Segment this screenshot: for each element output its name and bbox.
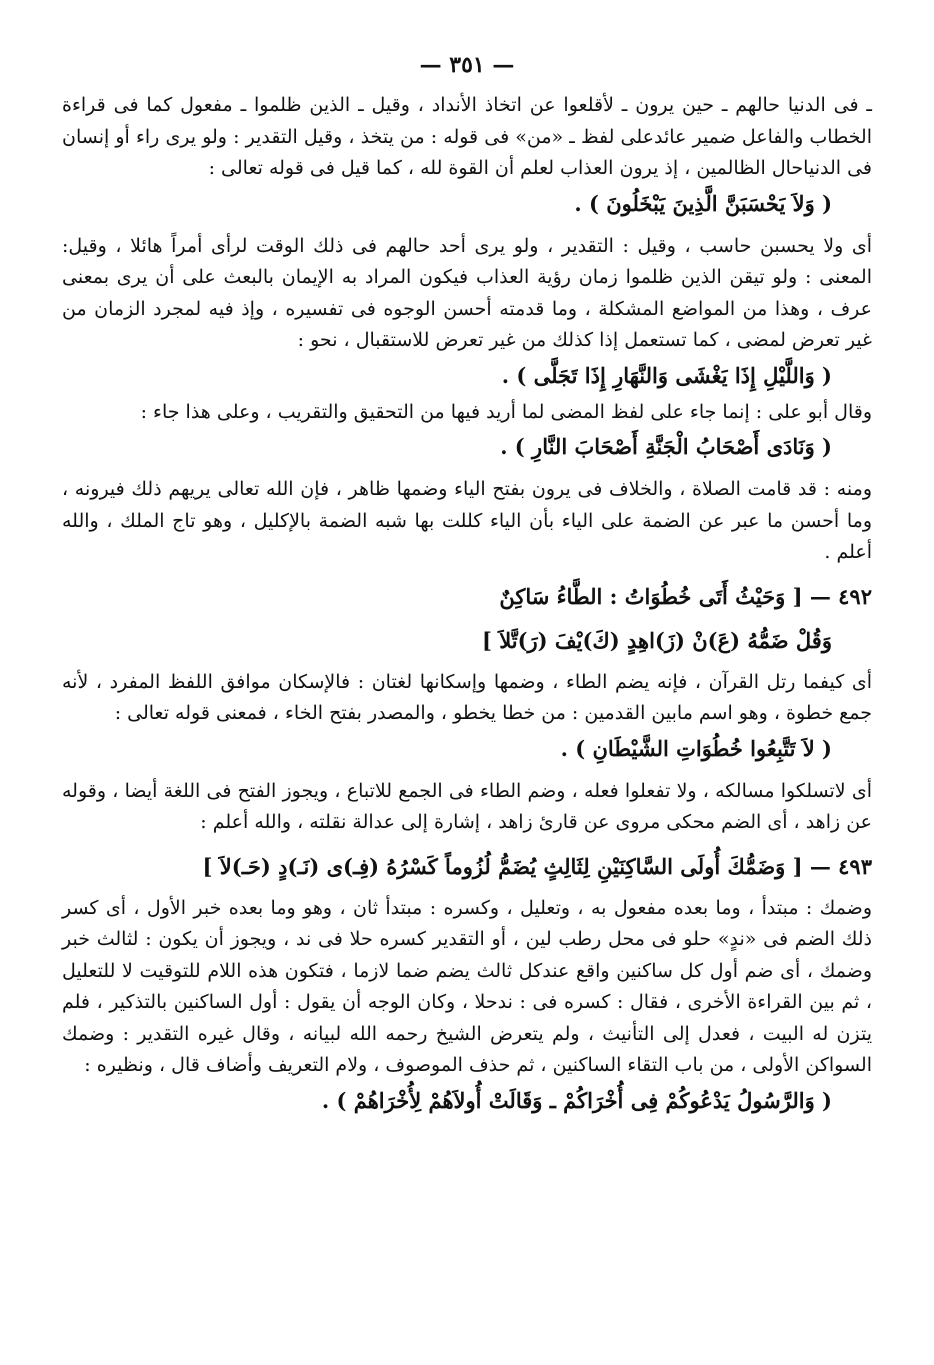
paragraph: ومنه : قد قامت الصلاة ، والخلاف فى يرون بفتح الياء وضمها ظاهر ، فإن الله تعالى يريهم ذلك فيرونه ، وما أحسن ما عبر عن الضمة على الياء بأن الياء كللت بها شبه الضمة بالإكليل ، وهو تاج الملك ، والله أعلم .: [62, 478, 873, 563]
paragraph: أى لاتسلكوا مسالكه ، ولا تفعلوا فعله ، وضم الطاء فى الجمع للاتباع ، ويجوز الفتح فى اللغة أيضا ، وقوله عن زاهد ، أى الضم محكى مروى عن قارئ زاهد ، إشارة إلى عدالة نقلته ، والله أعلم :: [62, 779, 872, 833]
paragraph: أى ولا يحسبن حاسب ، وقيل : التقدير ، ولو يرى أحد حالهم فى ذلك الوقت لرأى أمراً هائلا ، وقيل: المعنى : ولو تيقن الذين ظلموا زمان رؤية العذاب فيكون المراد به الإيمان بالبعث على أن يرى بمعنى عرف ، وهذا من المواضع المشكلة ، وما قدمته أحسن الوجوه فى تفسيره ، وإذ فيه لمجرد الزمان من غير تعرض لمضى ، كما تستعمل إذا كذلك من غير تعرض للاستقبال ، نحو :: [62, 234, 873, 351]
verse-line-1: ٤٩٢ — [ وَحَيْثُ أَتَى خُطُوَاتُ : الطَّاءُ سَاكِنٌ: [499, 583, 872, 609]
quran-quote: ( وَالرَّسُولُ يَدْعُوكُمْ فِى أُخْرَاكُمْ ـ وَقَالَتْ أُولاَهُمْ لِأُخْرَاهُمْ ) .: [321, 1087, 832, 1113]
quran-quote: ( وَلاَ يَحْسَبَنَّ الَّذِينَ يَبْخَلُونَ ) .: [574, 190, 832, 216]
quran-quote: ( وَنَادَى أَصْحَابُ الْجَنَّةِ أَصْحَابَ النَّارِ ) .: [500, 434, 832, 459]
quran-quote: ( لاَ تَتَّبِعُوا خُطُوَاتِ الشَّيْطَانِ ) .: [560, 735, 832, 761]
poem-verse: [62, 575, 872, 663]
quran-quote: ( وَاللَّيْلِ إِذَا يَغْشَى وَالنَّهَارِ إِذَا تَجَلَّى ) .: [501, 362, 832, 388]
verse-line-2: وَقُلْ ضَمُّهُ (عَ)نْ (زَ)اهِدٍ (كَ)يْفَ (رَ)تَّلاَ ]: [481, 627, 832, 653]
poem-verse: [62, 845, 872, 889]
page-number: — ٣٥١ —: [419, 52, 515, 78]
paragraph: أى كيفما رتل القرآن ، فإنه يضم الطاء ، وضمها وإسكانها لغتان : فالإسكان موافق اللفظ المفرد ، لأنه جمع خطوة ، وهو اسم مابين القدمين : من خطا يخطو ، والمصدر بفتح الخاء ، فمعنى قوله تعالى :: [62, 670, 872, 724]
paragraph: وضمك : مبتدأ ، وما بعده مفعول به ، وتعليل ، وكسره : مبتدأ ثان ، وهو وما بعده خبر الأول ، أى كسر ذلك الضم فى «ندٍ» حلو فى محل رطب لين ، أو التقدير كسره حلا فى ند ، ويجوز أن يكون : لثالث خبر وضمك ، أى ضم أول كل ساكنين واقع عندكل ثالث يضم ضما لازما ، فتكون هذه اللام للتوقيت لا للتعليل ، ثم بين القراءة الأخرى ، فقال : كسره فى : ندحلا ، وكان الوجه أن يقول : أول الساكنين بالتذكير ، فلم يتزن له البيت ، فعدل إلى التأنيث ، ولم يتعرض الشيخ رحمه الله لبيانه ، وقال غيره التقدير : وضمك السواكن الأولى ، من باب التقاء الساكنين ، ثم حذف الموصوف ، ولام التعريف وأضاف قال ، ونظيره :: [62, 896, 872, 1076]
document-page: [62, 52, 872, 1122]
verse-line-1: ٤٩٣ — [ وَضَمُّكَ أُولَى السَّاكِنَيْنِ لِثَالِثٍ يُضَمُّ لُزُوماً كَسْرُهُ (فِـ)ى (نَـ)دٍ (حَـ)لاَ ]: [202, 853, 872, 879]
paragraph: وقال أبو على : إنما جاء على لفظ المضى لما أريد فيها من التحقيق والتقريب ، وعلى هذا جاء :: [140, 400, 872, 423]
paragraph: ـ فى الدنيا حالهم ـ حين يرون ـ لأقلعوا عن اتخاذ الأنداد ، وقيل ـ الذين ظلموا ـ مفعول كما فى قراءة الخطاب والفاعل ضمير عائدعلى لفظ ـ «من» فى قوله : من يتخذ ، وقيل التقدير : ولو يرى راء أو إنسان فى الدنياحال الظالمين ، إذ يرون العذاب لعلم أن القوة لله ، كما قيل فى قوله تعالى :: [62, 94, 872, 179]
